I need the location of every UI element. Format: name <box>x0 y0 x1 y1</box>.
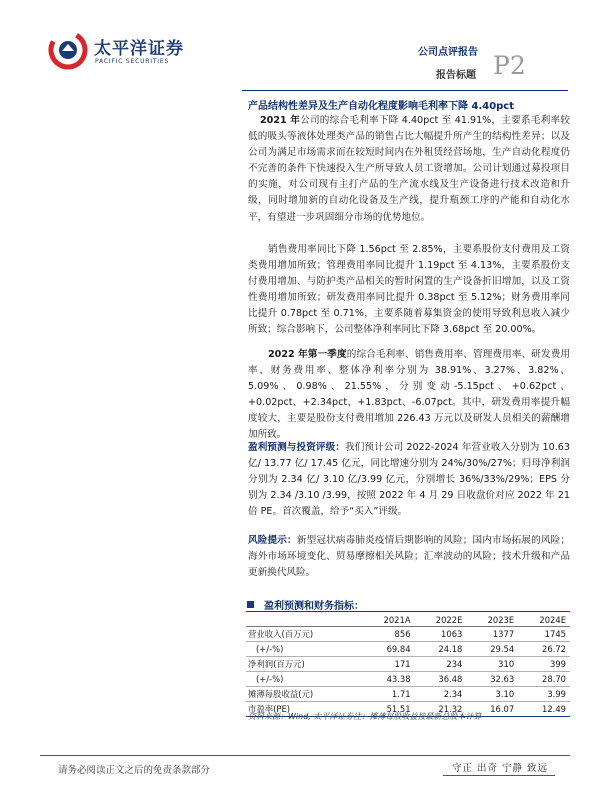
table-row <box>246 642 570 657</box>
table-cell: 69.84 <box>362 642 415 657</box>
paragraph-lead-quarter: 2022 年第一季度 <box>268 349 347 360</box>
table-cell: 856 <box>362 627 415 642</box>
table-header-cell: 2022E <box>415 612 467 627</box>
paragraph-lead-year: 2021 年 <box>260 115 301 126</box>
table-cell: 1377 <box>466 627 518 642</box>
table-row <box>246 627 570 642</box>
page-number: P2 <box>493 51 526 80</box>
table-row-label: 净利润(百万元) <box>246 657 362 672</box>
table-row <box>246 687 570 702</box>
report-series: 公司点评报告 <box>418 47 478 58</box>
table-cell: 43.38 <box>362 672 415 687</box>
table-cell: 2.34 <box>415 687 467 702</box>
table-cell: 3.99 <box>518 687 570 702</box>
table-row-label: 市盈率(PE) <box>246 702 362 717</box>
header-divider <box>242 90 568 91</box>
table-cell: 1745 <box>518 627 570 642</box>
table-title-text: 盈利预测和财务指标： <box>264 601 364 612</box>
table-cell: 12.49 <box>518 702 570 717</box>
table-cell: 51.51 <box>362 702 415 717</box>
paragraph-risk <box>248 533 570 581</box>
table-cell: 24.18 <box>415 642 467 657</box>
table-cell: 310 <box>466 657 518 672</box>
motto-underline <box>443 775 555 776</box>
table-header-row <box>246 612 570 627</box>
table-row <box>246 672 570 687</box>
table-row <box>246 657 570 672</box>
forecast-label: 盈利预测与投资评级： <box>248 442 345 453</box>
table-cell: 1063 <box>415 627 467 642</box>
section-title: 产品结构性差异及生产自动化程度影响毛利率下降 4.40pct <box>248 101 515 112</box>
table-cell: 26.72 <box>518 642 570 657</box>
risk-body: 新型冠状病毒肺炎疫情后期影响的风险；国内市场拓展的风险；海外市场环境变化、贸易摩擦相关风险；汇率波动的风险；技术升级和产品更新换代风险。 <box>248 535 571 579</box>
table-cell: 36.48 <box>415 672 467 687</box>
table-row-label: 营业收入(百万元) <box>246 627 362 642</box>
logo-name-cn: 太平洋证券 <box>94 39 184 59</box>
table-cell: 28.70 <box>518 672 570 687</box>
square-bullet-icon <box>247 601 254 608</box>
company-logo <box>48 28 198 78</box>
paragraph-body: 公司的综合毛利率下降 4.40pct 至 41.91%，主要系毛利率较低的吸头等液体处理类产品的销售占比大幅提升所产生的结构性差异；以及公司为满足市场需求而在较短时间内在外租赁经营场地，生产自动化程度仍不完善的条件下快速投入生产所导致人员工资增加。公司计划通过募投项目的实施，对公司现有主打产品的生产流水线及生产设备进行技术改造和升级，同时增加新的自动化设备及生产线，提升瓶颈工序的产能和自动化水平，有望进一步巩固细分市场的优势地位。 <box>248 115 570 223</box>
disclaimer-note: 请务必阅读正文之后的免责条款部分 <box>58 765 211 776</box>
table-cell: 171 <box>362 657 415 672</box>
logo-name-en: PACIFIC SECURITIES <box>95 58 170 65</box>
table-cell: 1.71 <box>362 687 415 702</box>
table-header-cell <box>246 612 362 627</box>
table-cell: 32.63 <box>466 672 518 687</box>
footer-divider <box>40 755 570 756</box>
risk-label: 风险提示： <box>248 535 297 546</box>
table-header-cell: 2024E <box>518 612 570 627</box>
financial-forecast-table <box>246 611 570 717</box>
table-cell: 3.10 <box>466 687 518 702</box>
paragraph-body: 销售费用率同比下降 1.56pct 至 2.85%，主要系股份支付费用及工资类费用增加所致；管理费用率同比提升 1.19pct 至 4.13%，主要系股份支付费用增加、与防护类产品相关的暂时闲置的生产设备折旧增加，以及工资性费用增加所致；研发费用率同比提升 0.38pct 至 5.12%；财务费用率同比提升 0.78pct 至 0.71%，主要系随着募集资金的使用导致利息收入减少所致；综合影响下，公司整体净利率同比下降 3.68pct 至 20.00%。 <box>248 244 570 336</box>
paragraph-q1-2022 <box>248 347 570 444</box>
paragraph-expense-ratios <box>248 242 570 339</box>
table-cell: 29.54 <box>466 642 518 657</box>
report-title-label: 报告标题 <box>436 70 476 81</box>
paragraph-forecast-rating <box>248 440 570 520</box>
table-cell: 16.07 <box>466 702 518 717</box>
table-row-label: 摊薄每股收益(元) <box>246 687 362 702</box>
table-source-note: 资料来源：Wind, 太平洋证券注：摊薄每股收益按最新总股本计算 <box>248 712 482 721</box>
table-header-cell: 2021A <box>362 612 415 627</box>
table-row-label: (+/-%) <box>246 672 362 687</box>
forecast-body: 我们预计公司 2022-2024 年营业收入分别为 10.63 亿/ 13.77 亿/ 17.45 亿元，同比增速分别为 24%/30%/27%；归母净利润分别为 2.34 亿/ 3.10 亿/3.99 亿元，分别增长 36%/33%/29%；EPS 分别为 2.34 /3.10 /3.99，按照 2022 年 4 月 29 日收盘价对应 2022 年 21 倍 PE。首次覆盖，给予“买入”评级。 <box>248 442 571 518</box>
table-title <box>247 597 364 612</box>
paragraph-gross-margin <box>248 113 570 226</box>
table-row-label: (+/-%) <box>246 642 362 657</box>
paragraph-body: 的综合毛利率、销售费用率、管理费用率、研发费用率、财务费用率、整体净利率分别为 38.91%、3.27%、3.82%、5.09%、0.98%、21.55%，分别变动-5.15pct、+0.62pct、+0.02pct、+2.34pct、+1.83pct、-6.07pct。其中，研发费用率提升幅度较大，主要是股份支付费用增加 226.43 万元以及研发人员相关的薪酬增加所致。 <box>248 349 571 441</box>
table-header-cell: 2023E <box>466 612 518 627</box>
logo-emblem-icon <box>48 30 88 70</box>
table-cell: 234 <box>415 657 467 672</box>
company-motto: 守正 出奇 宁静 致远 <box>451 763 549 774</box>
table-cell: 21.32 <box>415 702 467 717</box>
table-cell: 399 <box>518 657 570 672</box>
